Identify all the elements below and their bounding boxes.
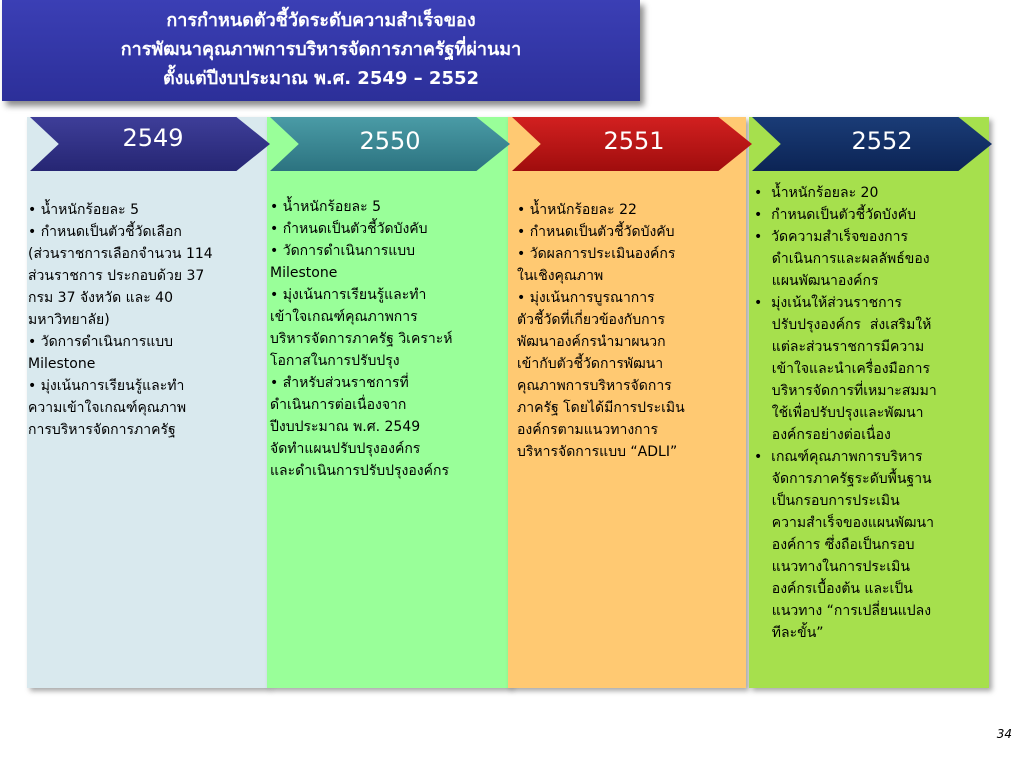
column-text-line: • มุ่งเน้นให้ส่วนราชการ [754, 295, 902, 311]
column-text-line: ปีงบประมาณ พ.ศ. 2549 [270, 419, 421, 435]
column-text-line: • กำหนดเป็นตัวชี้วัดบังคับ [754, 207, 917, 223]
column-text-line: • น้ำหนักร้อยละ 5 [28, 202, 140, 218]
column-text-line: องค์การ ซึ่งถือเป็นกรอบ [754, 537, 915, 553]
column-text-line: องค์กรอย่างต่อเนื่อง [754, 427, 891, 443]
column-text-line: • วัดการดำเนินการแบบ [270, 243, 416, 259]
column-text-line: • วัดความสำเร็จของการ [754, 229, 909, 245]
column-text-line: ภาครัฐ โดยได้มีการประเมิน [517, 400, 685, 416]
column-text-line: เข้ากับตัวชี้วัดการพัฒนา [517, 356, 664, 372]
column-text-line: พัฒนาองค์กรนำมาผนวก [517, 334, 666, 350]
column-2552-text [754, 182, 937, 644]
column-text-line: บริหารจัดการแบบ “ADLI” [517, 444, 678, 460]
year-label-2549: 2549 [122, 124, 184, 152]
column-text-line: ดำเนินการต่อเนื่องจาก [270, 397, 407, 413]
column-text-line: การบริหารจัดการภาครัฐ [28, 422, 176, 438]
column-text-line: ความสำเร็จของแผนพัฒนา [754, 515, 934, 531]
column-text-line: • สำหรับส่วนราชการที่ [270, 375, 409, 391]
column-text-line: • น้ำหนักร้อยละ 20 [754, 185, 879, 201]
column-text-line: ในเชิงคุณภาพ [517, 268, 604, 284]
column-text-line: ส่วนราชการ ประกอบด้วย 37 [28, 268, 205, 284]
column-text-line: เข้าใจและนำเครื่องมือการ [754, 361, 931, 377]
title-line-1: การกำหนดตัวชี้วัดระดับความสำเร็จของ [166, 10, 476, 31]
column-text-line: • วัดผลการประเมินองค์กร [517, 246, 676, 262]
column-text-line: บริหารจัดการภาครัฐ วิเคราะห์ [270, 331, 453, 347]
column-text-line: • กำหนดเป็นตัวชี้วัดบังคับ [517, 224, 675, 240]
column-text-line: • วัดการดำเนินการแบบ [28, 334, 174, 350]
column-text-line: ทีละขั้น” [754, 625, 824, 641]
title-line-3: ตั้งแต่ปีงบประมาณ พ.ศ. 2549 – 2552 [162, 68, 480, 89]
column-text-line: จัดทำแผนปรับปรุงองค์กร [270, 441, 421, 457]
page-number: 34 [996, 727, 1012, 741]
column-text-line: • มุ่งเน้นการเรียนรู้และทำ [28, 378, 185, 394]
column-text-line: เป็นกรอบการประเมิน [754, 493, 900, 509]
column-text-line: ตัวชี้วัดที่เกี่ยวข้องกับการ [517, 312, 665, 328]
column-text-line: ดำเนินการและผลลัพธ์ของ [754, 251, 930, 267]
column-2549-text [28, 199, 213, 441]
column-text-line: บริหารจัดการที่เหมาะสมมา [754, 383, 937, 399]
column-text-line: จัดการภาครัฐระดับพื้นฐาน [754, 471, 932, 487]
column-text-line: ใช้เพื่อปรับปรุงและพัฒนา [754, 405, 924, 421]
column-text-line: Milestone [28, 356, 96, 372]
column-text-line: • เกณฑ์คุณภาพการบริหาร [754, 449, 923, 465]
column-text-line: • กำหนดเป็นตัวชี้วัดเลือก [28, 224, 182, 240]
column-text-line: แผนพัฒนาองค์กร [754, 273, 879, 289]
year-label-2551: 2551 [603, 127, 665, 155]
column-text-line: • น้ำหนักร้อยละ 22 [517, 202, 637, 218]
column-text-line: โอกาสในการปรับปรุง [270, 353, 400, 369]
column-text-line: องค์กรเบื้องต้น และเป็น [754, 581, 913, 597]
title-line-2: การพัฒนาคุณภาพการบริหารจัดการภาครัฐที่ผ่านมา [120, 39, 522, 60]
column-text-line: แต่ละส่วนราชการมีความ [754, 339, 925, 355]
column-text-line: แนวทางในการประเมิน [754, 559, 910, 575]
year-label-2550: 2550 [359, 127, 421, 155]
column-text-line: และดำเนินการปรับปรุงองค์กร [270, 463, 449, 479]
column-text-line: • น้ำหนักร้อยละ 5 [270, 199, 382, 215]
column-2550-text [270, 196, 452, 482]
column-text-line: คุณภาพการบริหารจัดการ [517, 378, 672, 394]
column-text-line: ความเข้าใจเกณฑ์คุณภาพ [28, 400, 187, 416]
column-text-line: • มุ่งเน้นการบูรณาการ [517, 290, 655, 306]
column-text-line: มหาวิทยาลัย) [28, 312, 110, 328]
slide-title [2, 0, 640, 101]
column-text-line: ปรับปรุงองค์กร ส่งเสริมให้ [754, 317, 932, 333]
column-text-line: กรม 37 จังหวัด และ 40 [28, 290, 173, 306]
column-text-line: • กำหนดเป็นตัวชี้วัดบังคับ [270, 221, 428, 237]
column-2551-text [517, 199, 685, 463]
column-text-line: (ส่วนราชการเลือกจำนวน 114 [28, 246, 213, 262]
column-text-line: เข้าใจเกณฑ์คุณภาพการ [270, 309, 418, 325]
column-text-line: • มุ่งเน้นการเรียนรู้และทำ [270, 287, 427, 303]
column-text-line: องค์กรตามแนวทางการ [517, 422, 659, 438]
year-label-2552: 2552 [851, 127, 913, 155]
column-text-line: แนวทาง “การเปลี่ยนแปลง [754, 603, 932, 619]
column-text-line: Milestone [270, 265, 338, 281]
